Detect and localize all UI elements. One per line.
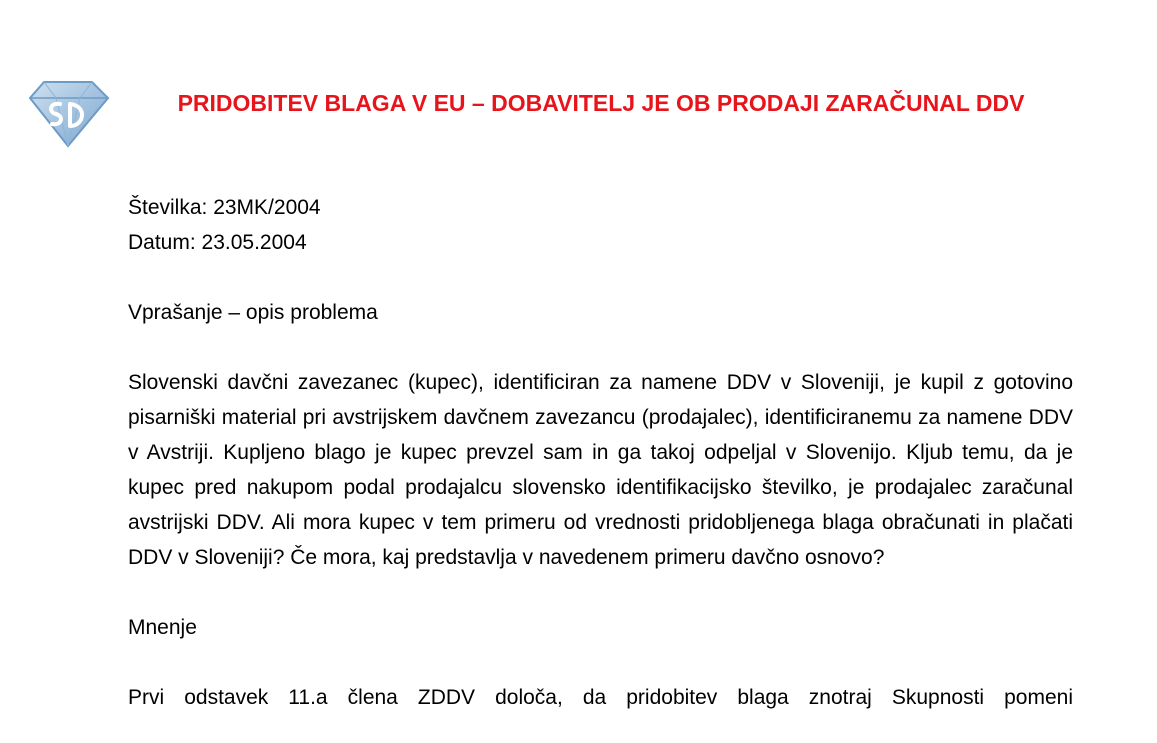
question-text: Slovenski davčni zavezanec (kupec), identificiran za namene DDV v Sloveniji, je kupil z gotovino pisarniški material pri avstrijskem davčnem zavezancu (prodajalec), identificiranemu za namene DDV v Avstriji. Kupljeno blago je kupec prevzel sam in ga takoj odpeljal v Slovenijo. Kljub temu, da je kupec pred nakupom podal prodajalcu slovensko identifikacijsko številko, je prodajalec zaračunal avstrijski DDV. Ali mora kupec v tem primeru od vrednosti pridobljenega blaga obračunati in plačati DDV v Sloveniji? Če mora, kaj predstavlja v navedenem primeru davčno osnovo? [128, 371, 1073, 569]
document-body [128, 190, 1073, 715]
document-title: PRIDOBITEV BLAGA V EU – DOBAVITELJ JE OB PRODAJI ZARAČUNAL DDV [177, 90, 1025, 116]
question-heading: Vprašanje – opis problema [128, 301, 378, 324]
document-number: Številka: 23MK/2004 [128, 196, 321, 219]
diamond-logo-icon [26, 76, 112, 150]
company-logo [26, 76, 112, 150]
opinion-text: Prvi odstavek 11.a člena ZDDV določa, da pridobitev blaga znotraj Skupnosti pomeni [128, 686, 1073, 709]
opinion-heading: Mnenje [128, 616, 197, 639]
document-date: Datum: 23.05.2004 [128, 231, 307, 254]
